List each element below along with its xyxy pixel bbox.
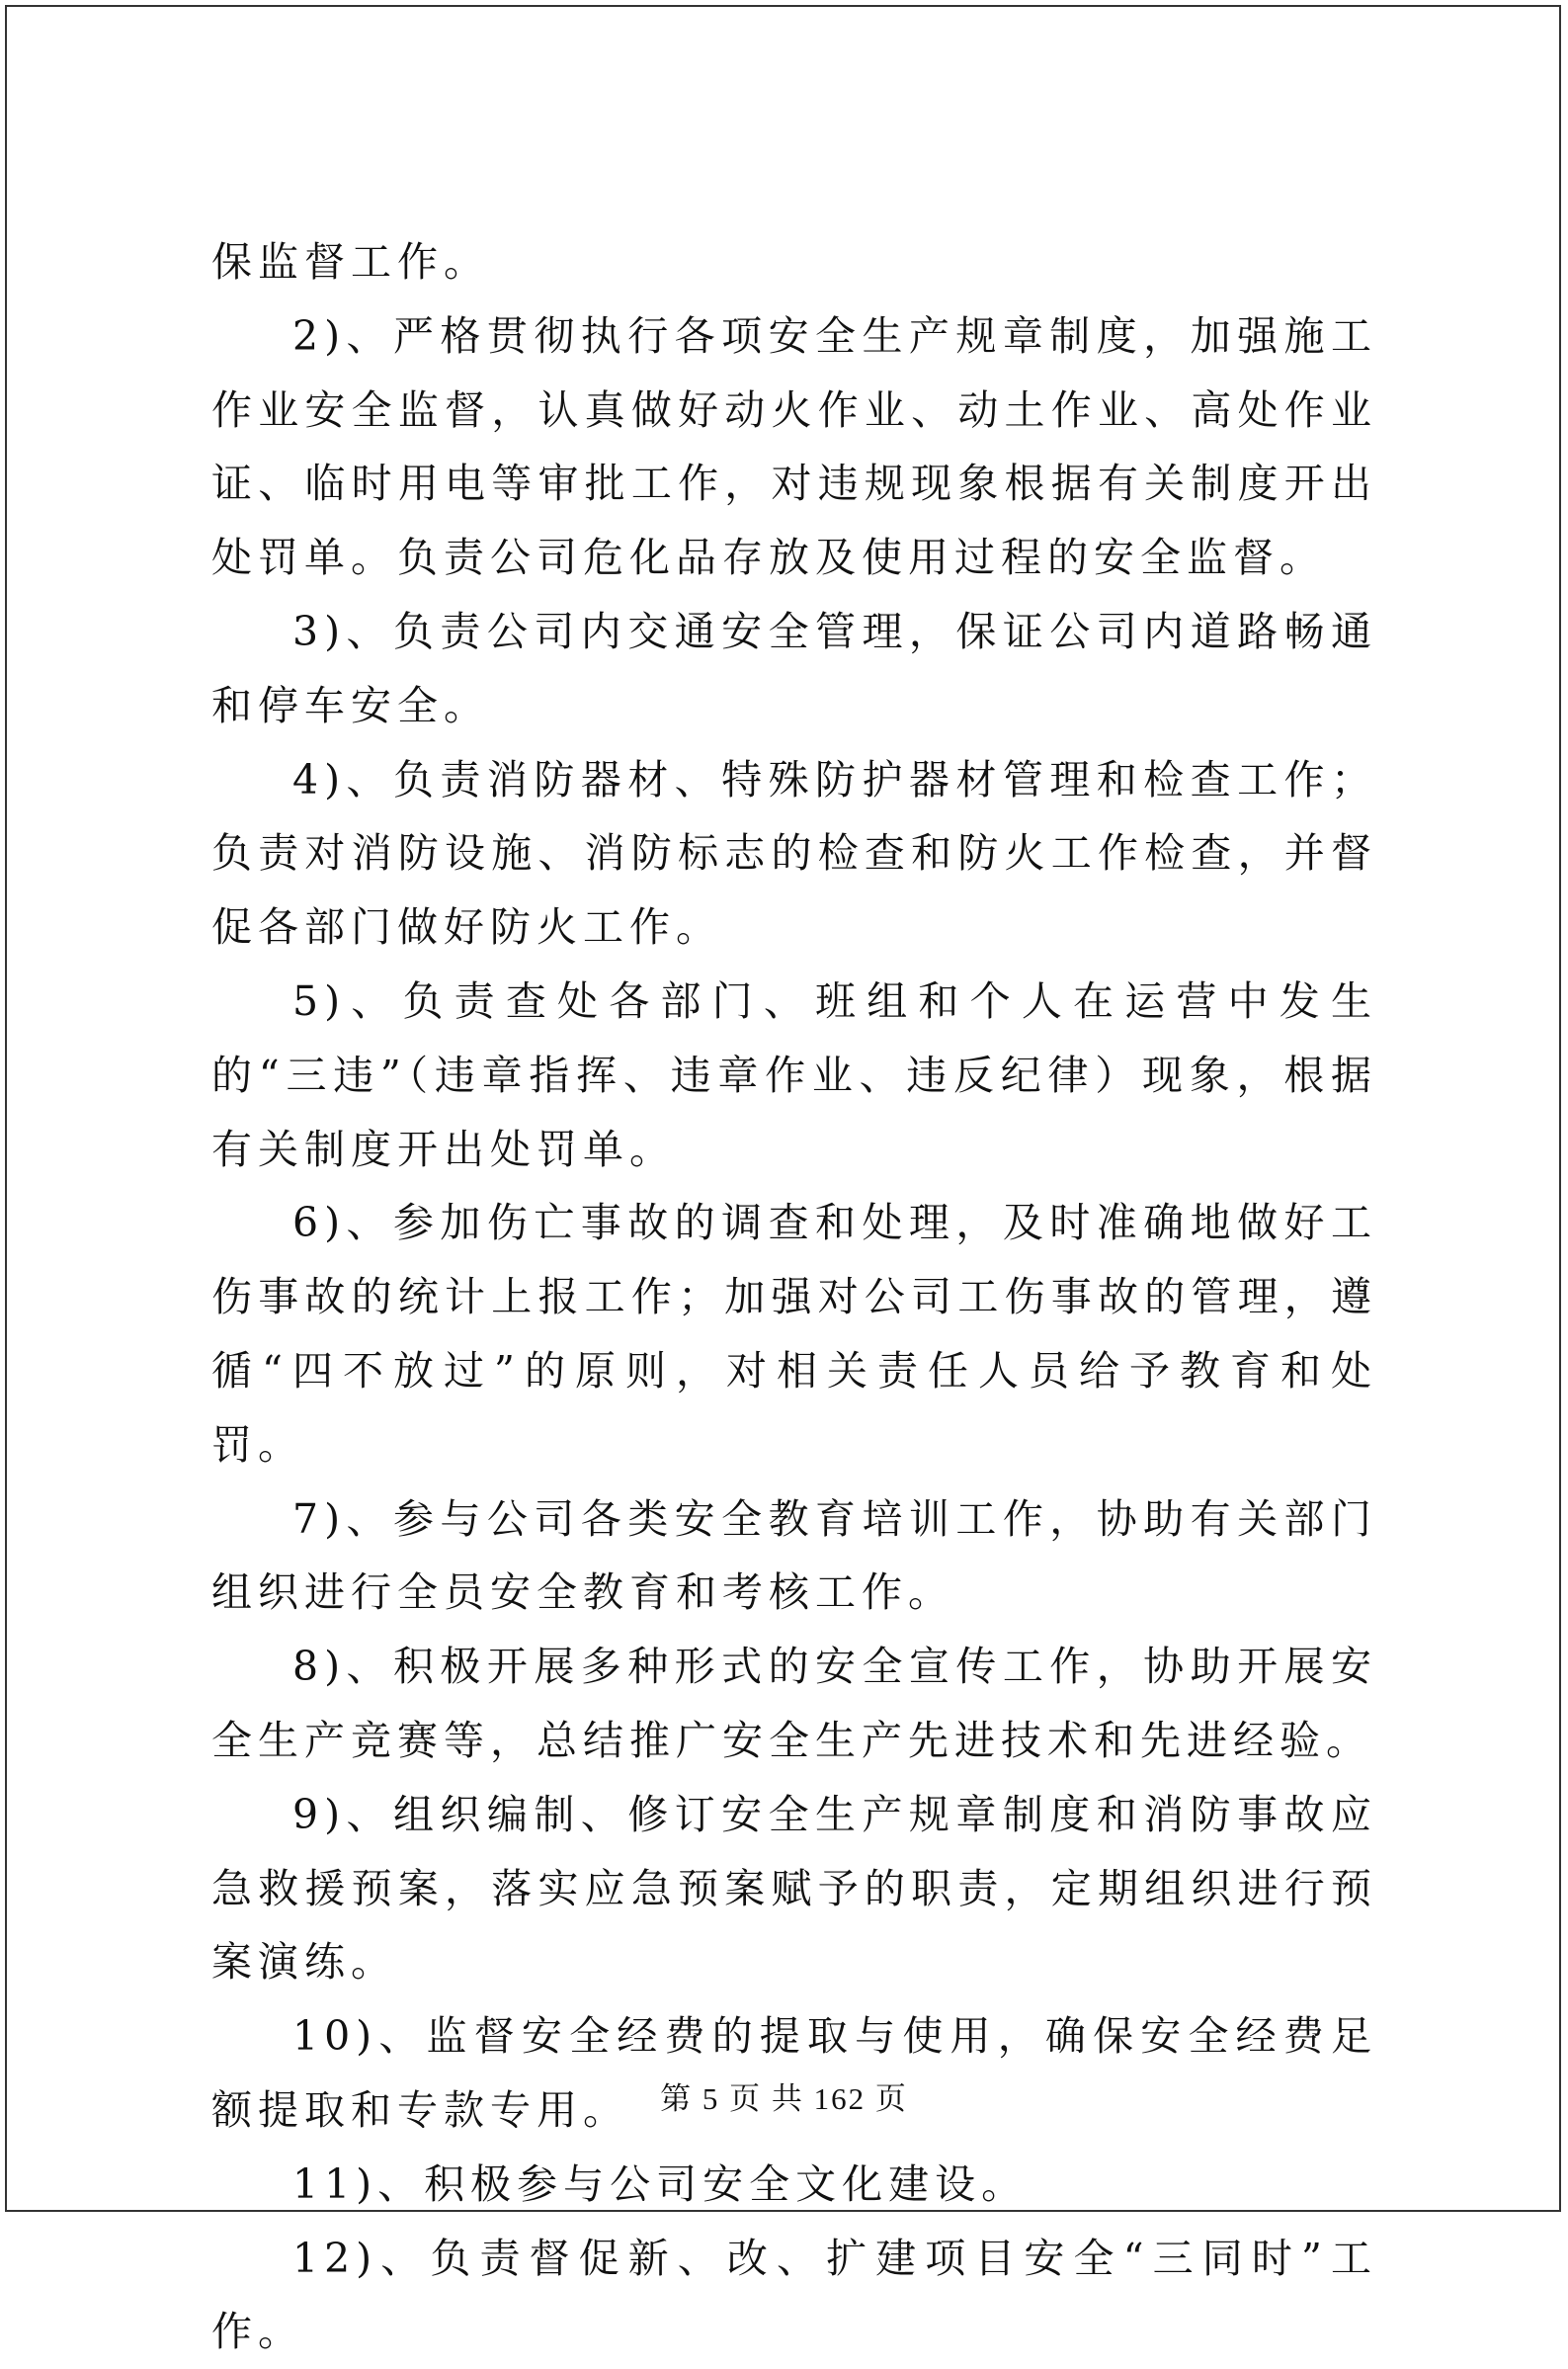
page-number-footer: 第 5 页 共 162 页: [660, 2081, 908, 2116]
paragraph-7: 8)、积极开展多种形式的安全宣传工作，协助开展安全生产竞赛等，总结推广安全生产先进技术和先进经验。: [211, 1643, 1377, 1764]
document-body: [211, 225, 1377, 2369]
paragraph-4: 5)、负责查处各部门、班组和个人在运营中发生的“三违”（违章指挥、违章作业、违反纪律）现象，根据有关制度开出处罚单。: [211, 976, 1377, 1173]
paragraph-5: 6)、参加伤亡事故的调查和处理，及时准确地做好工伤事故的统计上报工作；加强对公司工伤事故的管理，遵循“四不放过”的原则，对相关责任人员给予教育和处罚。: [211, 1199, 1377, 1469]
paragraph-2: 3)、负责公司内交通安全管理，保证公司内道路畅通和停车安全。: [211, 607, 1377, 729]
paragraph-0: 保监督工作。: [211, 238, 490, 286]
paragraph-11: 12)、负责督促新、改、扩建项目安全“三同时”工作。: [211, 2234, 1377, 2356]
paragraph-10: 11)、积极参与公司安全文化建设。: [292, 2159, 1029, 2208]
paragraph-6: 7)、参与公司各类安全教育培训工作，协助有关部门组织进行全员安全教育和考核工作。: [211, 1494, 1377, 1617]
paragraph-9: 10)、监督安全经费的提取与使用，确保安全经费足额提取和专款专用。: [211, 2012, 1377, 2134]
paragraph-1: 2)、严格贯彻执行各项安全生产规章制度，加强施工作业安全监督，认真做好动火作业、动土作业、高处作业证、临时用电等审批工作，对违规现象根据有关制度开出处罚单。负责公司危化品存放及使用过程的安全监督。: [211, 311, 1377, 582]
paragraph-3: 4)、负责消防器材、特殊防护器材管理和检查工作；负责对消防设施、消防标志的检查和防火工作检查，并督促各部门做好防火工作。: [211, 755, 1377, 952]
paragraph-8: 9)、组织编制、修订安全生产规章制度和消防事故应急救援预案，落实应急预案赋予的职责，定期组织进行预案演练。: [211, 1790, 1377, 1987]
